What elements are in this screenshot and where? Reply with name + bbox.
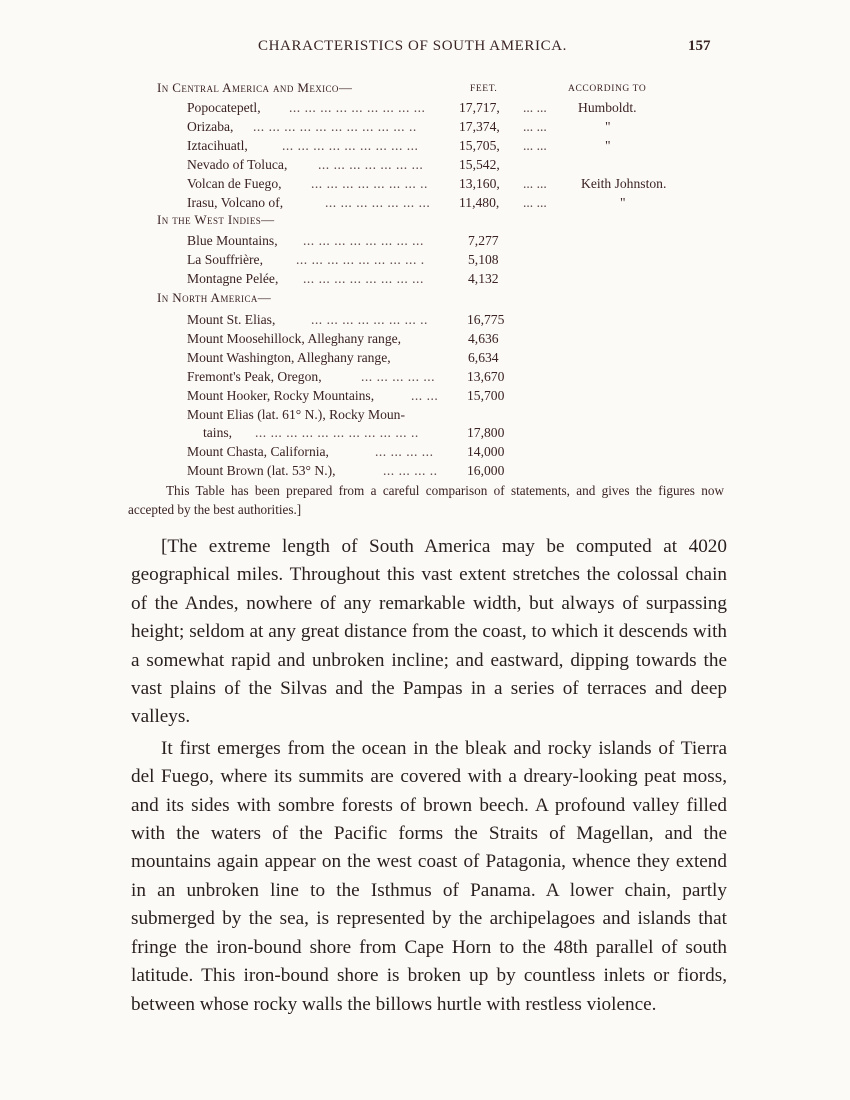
height-feet: 17,800 <box>467 425 505 441</box>
dot-leader: ... ... ... ... ... ... ... <box>325 194 431 210</box>
mountain-name: Mount Washington, Alleghany range, <box>187 349 391 365</box>
mountain-name: La Souffrière, <box>187 251 263 267</box>
table-row <box>0 138 850 156</box>
table-row <box>0 195 850 213</box>
table-row <box>0 252 850 270</box>
mountain-name: Mount Hooker, Rocky Mountains, <box>187 387 375 403</box>
height-feet: 15,705, <box>459 137 500 153</box>
paragraph: It first emerges from the ocean in the bleak and rocky islands of Tierra del Fuego, where its summits are covered with a dreary-looking peat moss, and its sides with sombre forests of brown beech. A profound valley filled with the waters of the Pacific forms the Straits of Magellan, and the mountains again appear on the west coast of Patagonia, whence they extend in an unbroken line to the Isthmus of Panama. A lower chain, partly submerged by the sea, is represented by the archipelagoes and islands that fringe the iron-bound shore from Cape Horn to the 48th parallel of south latitude. This iron-bound shore is broken up by countless inlets or fiords, between whose rocky walls the billows hurtle with restless violence. <box>131 737 727 1015</box>
ditto-mark: " <box>620 194 626 210</box>
mountain-name: tains, <box>203 425 233 441</box>
dot-leader: ... ... <box>411 387 439 403</box>
table-row <box>0 100 850 118</box>
height-feet: 6,634 <box>468 349 499 365</box>
dot-leader: ... ... ... ... ... ... ... ... ... ... .. <box>253 118 417 134</box>
table-row <box>0 233 850 251</box>
table-row <box>0 444 850 462</box>
table-row <box>0 425 850 443</box>
authority-name: Keith Johnston. <box>581 175 667 191</box>
dot-leader: ... ... ... .. <box>383 463 438 479</box>
height-feet: 4,132 <box>468 270 499 286</box>
dot-leader: ... ... ... ... ... ... ... ... <box>303 233 424 248</box>
height-feet: 4,636 <box>468 330 499 346</box>
mountain-name: Mount Brown (lat. 53° N.), <box>187 463 336 479</box>
running-head <box>0 38 850 60</box>
mountain-name: Montagne Pelée, <box>187 270 279 286</box>
table-row <box>0 369 850 387</box>
table-row <box>0 176 850 194</box>
dot-leader: ... ... <box>523 100 547 115</box>
table-row <box>0 463 850 481</box>
mountain-name: Mount Moosehillock, Alleghany range, <box>187 330 402 346</box>
mountain-name: Mount St. Elias, <box>187 312 276 327</box>
mountain-name: Popocatepetl, <box>187 100 261 115</box>
height-feet: 14,000 <box>467 444 505 460</box>
dot-leader: ... ... <box>523 118 547 134</box>
height-feet: 13,160, <box>459 175 500 191</box>
table-row <box>0 271 850 289</box>
height-feet: 11,480, <box>459 194 500 210</box>
ditto-mark: " <box>605 118 611 134</box>
mountain-name: Fremont's Peak, Oregon, <box>187 368 322 384</box>
table-row <box>0 331 850 349</box>
dot-leader: ... ... ... ... ... ... ... ... . <box>296 251 425 267</box>
mountain-name: Iztacihuatl, <box>187 137 248 153</box>
dot-leader: ... ... ... ... ... ... ... ... <box>303 270 424 286</box>
height-feet: 17,374, <box>459 118 500 134</box>
mountain-name: Blue Mountains, <box>187 233 278 248</box>
table-row <box>0 119 850 137</box>
page-number: 157 <box>688 38 711 54</box>
table-footnote: This Table has been prepared from a careful comparison of statements, and gives the figures now accepted by the best authorities.] <box>128 483 724 517</box>
dot-leader: ... ... ... ... ... ... ... ... ... <box>282 137 419 153</box>
mountain-name: Irasu, Volcano of, <box>187 194 284 210</box>
column-head-according-to: ACCORDING TO <box>568 84 647 94</box>
mountain-name: Nevado of Toluca, <box>187 156 288 172</box>
body-text <box>131 533 727 1019</box>
dot-leader: ... ... ... ... <box>375 444 434 460</box>
table-row <box>0 350 850 368</box>
dot-leader: ... ... ... ... ... ... ... .. <box>311 175 428 191</box>
dot-leader: ... ... ... ... ... ... ... ... ... ... .. <box>255 425 419 441</box>
dot-leader: ... ... ... ... ... ... ... .. <box>311 312 428 327</box>
dot-leader: ... ... ... ... ... <box>361 368 436 384</box>
height-feet: 7,277 <box>468 233 499 248</box>
mountain-name: Mount Elias (lat. 61° N.), Rocky Moun- <box>187 406 406 422</box>
authority-name: Humboldt. <box>578 100 637 115</box>
height-feet: 15,542, <box>459 156 500 172</box>
running-head-title: CHARACTERISTICS OF SOUTH AMERICA. <box>258 38 568 54</box>
height-feet: 15,700 <box>467 387 505 403</box>
section-heading: In the West Indies— <box>157 212 275 227</box>
height-feet: 17,717, <box>459 100 500 115</box>
column-head-feet: FEET. <box>470 84 498 94</box>
table-row <box>0 312 850 330</box>
height-feet: 16,000 <box>467 463 505 479</box>
dot-leader: ... ... ... ... ... ... ... ... ... <box>289 100 426 115</box>
table-row <box>0 407 850 425</box>
section-heading: In Central America and Mexico— <box>157 80 353 95</box>
ditto-mark: " <box>605 137 611 153</box>
mountain-name: Mount Chasta, California, <box>187 444 329 460</box>
dot-leader: ... ... <box>523 194 547 210</box>
height-feet: 5,108 <box>468 251 499 267</box>
height-feet: 16,775 <box>467 312 505 327</box>
paragraph: [The extreme length of South America may be computed at 4020 geographical miles. Throughout this vast extent stretches the colossal chain of the Andes, nowhere of any remarkable width, but always of surpassing height; seldom at any great distance from the coast, to which it descends with a somewhat rapid and unbroken incline; and eastward, dipping towards the vast plains of the Silvas and the Pampas in a series of terraces and deep valleys. <box>131 536 727 728</box>
mountain-name: Volcan de Fuego, <box>187 175 282 191</box>
height-feet: 13,670 <box>467 368 505 384</box>
section-heading: In North America— <box>157 290 272 305</box>
dot-leader: ... ... <box>523 175 547 191</box>
dot-leader: ... ... <box>523 137 547 153</box>
table-row <box>0 388 850 406</box>
mountain-name: Orizaba, <box>187 118 234 134</box>
dot-leader: ... ... ... ... ... ... ... <box>318 156 424 172</box>
table-row <box>0 157 850 175</box>
